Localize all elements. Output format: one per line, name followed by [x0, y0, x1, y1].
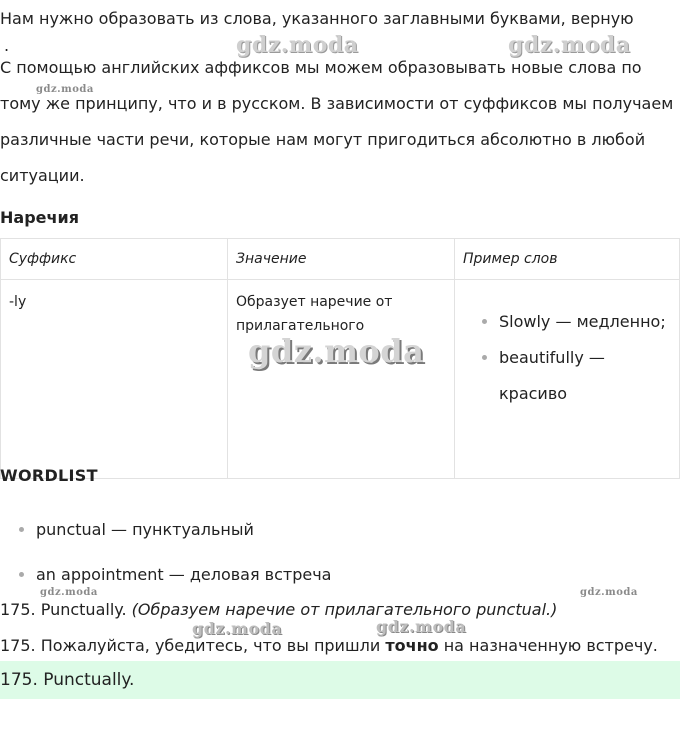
exercise-line-1 [0, 600, 557, 619]
intro-line-6: ситуации. [0, 166, 85, 185]
list-item: • beautifully — красиво [499, 340, 619, 412]
watermark-logo: gdz.moda [248, 332, 425, 370]
intro-line-2: . [4, 36, 10, 55]
answer-block: 175. Punctually. [0, 661, 680, 699]
table-header-examples: Пример слов [455, 239, 680, 280]
list-item: • punctual — пунктуальный [36, 508, 331, 553]
table-row [1, 280, 680, 479]
list-item: • Slowly — медленно; [499, 304, 671, 340]
table-header-suffix: Суффикс [1, 239, 228, 280]
exercise-line-1-prefix: 175. Punctually. [0, 600, 132, 619]
intro-line-1: Нам нужно образовать из слова, указанного заглавными буквами, верную [0, 9, 634, 28]
exercise-line-2-suffix: на назначенную встречу. [438, 636, 658, 655]
watermark-logo: gdz.moda [236, 32, 359, 58]
table-cell-meaning [228, 280, 455, 479]
exercise-line-2-bold: точно [385, 636, 439, 655]
table-cell-suffix: -ly [1, 280, 228, 479]
intro-line-5: различные части речи, которые нам могут пригодиться абсолютно в любой [0, 130, 646, 149]
suffix-table [0, 238, 680, 479]
table-cell-examples [455, 280, 680, 479]
exercise-line-2-prefix: 175. Пожалуйста, убедитесь, что вы пришли [0, 636, 386, 655]
wordlist-heading: WORDLIST [0, 466, 98, 485]
watermark-logo: gdz.moda [192, 619, 283, 638]
watermark-logo: gdz.moda [40, 587, 98, 598]
exercise-line-2 [0, 636, 658, 655]
list-item: • an appointment — деловая встреча [36, 553, 331, 598]
exercise-line-1-note: (Образуем наречие от прилагательного punctual.) [131, 600, 558, 619]
watermark-logo: gdz.moda [376, 617, 467, 636]
meaning-text: Образует наречие от прилагательного [236, 294, 393, 334]
table-header-meaning: Значение [228, 239, 455, 280]
intro-line-3: С помощью английских аффиксов мы можем образовывать новые слова по [0, 58, 642, 77]
section-heading-adverbs: Наречия [0, 208, 79, 227]
examples-list [463, 304, 671, 412]
wordlist-list [0, 508, 331, 598]
watermark-logo: gdz.moda [508, 32, 631, 58]
intro-line-4: тому же принципу, что и в русском. В зависимости от суффиксов мы получаем [0, 94, 674, 113]
table-header-row [1, 239, 680, 280]
watermark-logo: gdz.moda [580, 587, 638, 598]
watermark-logo: gdz.moda [36, 84, 94, 95]
